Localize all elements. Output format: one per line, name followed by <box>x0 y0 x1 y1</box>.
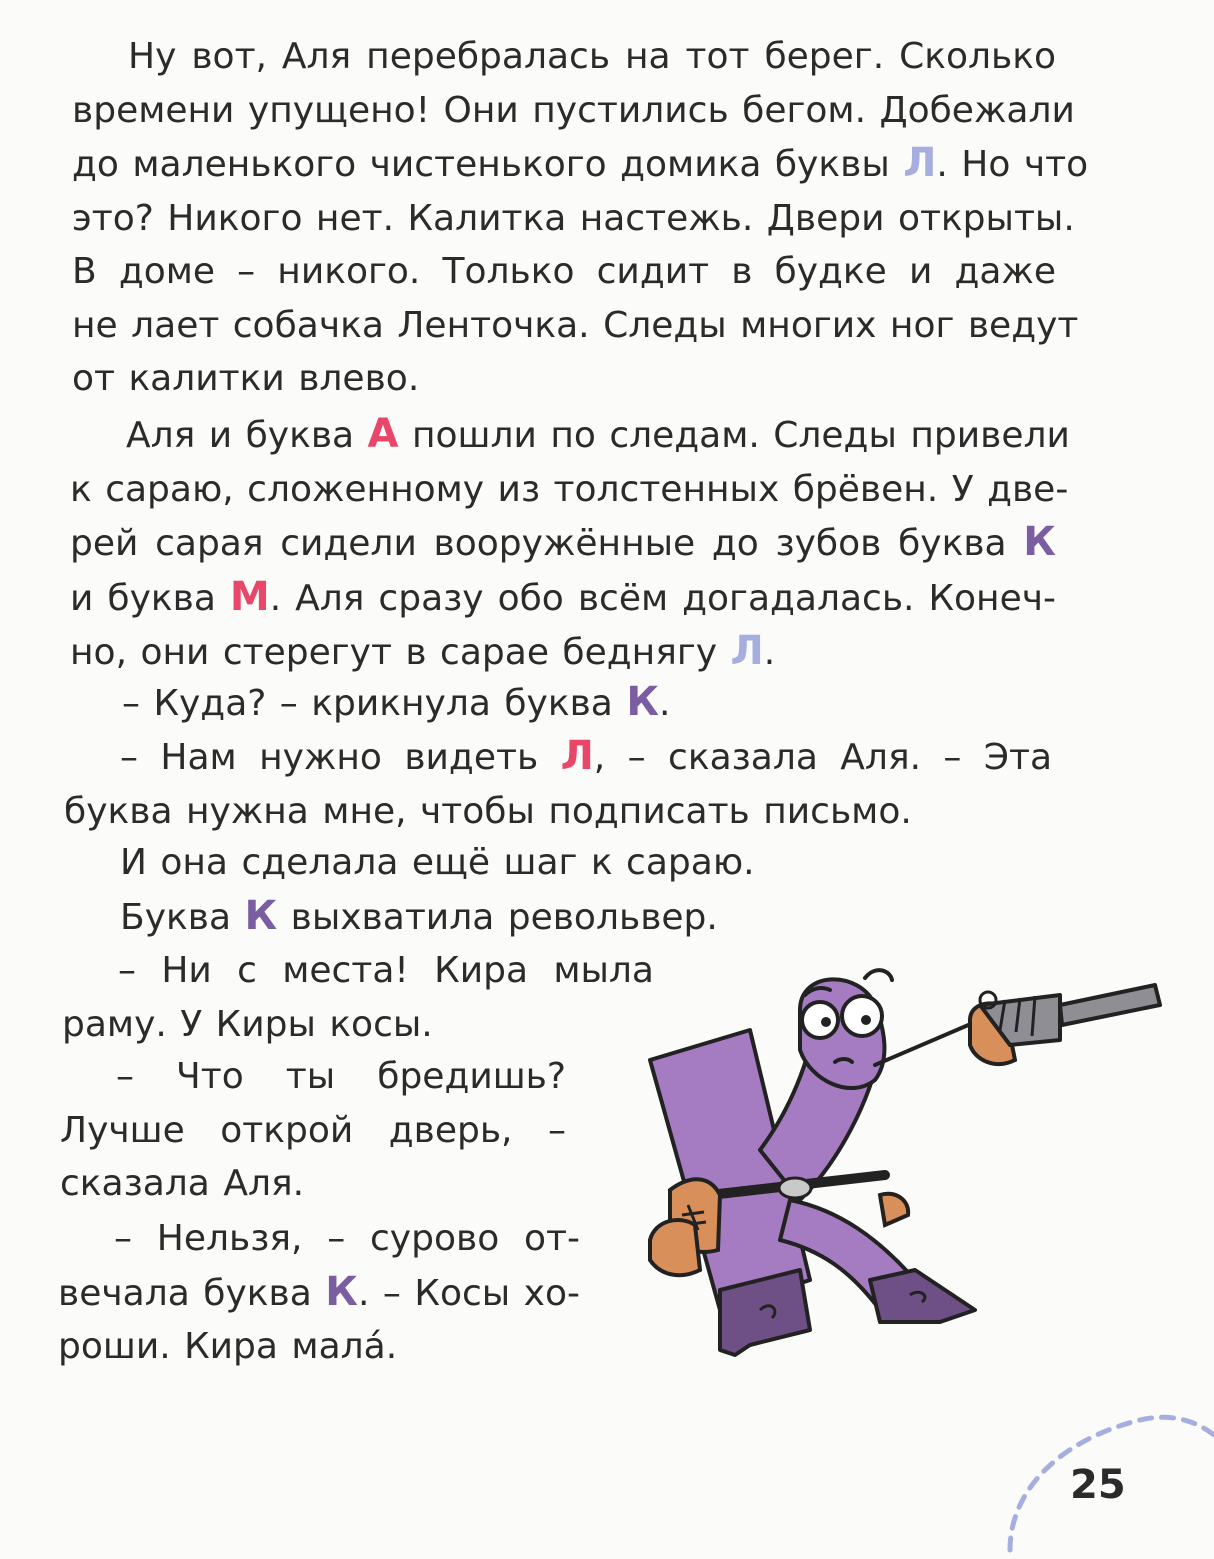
letter-k-cowboy-illustration <box>640 950 1180 1390</box>
paragraph-7 <box>62 944 654 1051</box>
paragraph-3 <box>66 676 1056 731</box>
text-line: вечала буква К. – Косы хо- <box>58 1268 580 1315</box>
letter-l-pink: Л <box>560 733 594 779</box>
text-line: до маленького чистенького домика буквы Л. Но что <box>72 140 1089 186</box>
text-line: И она сделала ещё шаг к сараю. <box>120 842 755 883</box>
text-line: В доме – никого. Только сидит в будке и даже <box>72 251 1056 292</box>
page-number: 25 <box>1070 1462 1126 1508</box>
text-line: роши. Кира мала́. <box>58 1326 398 1367</box>
text-line: не лает собачка Ленточка. Следы многих ног ведут <box>72 304 1079 346</box>
text-line: – Ни с места! Кира мыла <box>118 950 654 991</box>
text-line: Ну вот, Аля перебралась на тот берег. Сколько <box>128 36 1056 77</box>
text-line: к сараю, сложенному из толстенных брёвен. У две- <box>70 468 1069 510</box>
paragraph-2 <box>70 408 1070 680</box>
text-line: Аля и буква А пошли по следам. Следы привели <box>126 411 1070 457</box>
letter-l-blue: Л <box>903 140 937 186</box>
letter-k-purple: К <box>325 1268 358 1315</box>
text-line: – Нам нужно видеть Л, – сказала Аля. – Эта <box>120 733 1052 779</box>
text-line: но, они стерегут в сарае беднягу Л. <box>70 628 776 674</box>
text-line: от калитки влево. <box>72 358 420 399</box>
text-line: буква нужна мне, чтобы подписать письмо. <box>64 790 912 832</box>
text-line: – Нельзя, – сурово от- <box>114 1218 580 1259</box>
letter-k-purple: К <box>244 893 278 939</box>
text-line: это? Никого нет. Калитка настежь. Двери открыты. <box>72 197 1075 239</box>
letter-m-pink: М <box>229 573 270 620</box>
paragraph-8 <box>60 1050 566 1211</box>
paragraph-9 <box>58 1212 580 1374</box>
letter-l-blue: Л <box>730 628 764 674</box>
text-line: сказала Аля. <box>60 1163 305 1204</box>
text-line: – Что ты бредишь? <box>116 1056 566 1097</box>
paragraph-5 <box>64 836 964 890</box>
paragraph-1 <box>72 30 1089 406</box>
letter-k-purple: К <box>626 679 660 725</box>
text-line: Лучше открой дверь, – <box>60 1109 566 1151</box>
letter-a-pink: А <box>367 411 399 457</box>
text-line: времени упущено! Они пустились бегом. Добежали <box>72 89 1075 131</box>
letter-k-purple: К <box>1023 519 1056 565</box>
text-line: рей сарая сидели вооружённые до зубов буква К <box>70 519 1056 565</box>
paragraph-6 <box>64 890 964 945</box>
paragraph-4 <box>64 730 1052 838</box>
text-line: Буква К выхватила револьвер. <box>120 893 718 939</box>
text-line: раму. У Киры косы. <box>62 1003 433 1045</box>
text-line: – Куда? – крикнула буква К. <box>122 679 671 725</box>
text-line: и буква М. Аля сразу обо всём догадалась. Конеч- <box>70 573 1056 620</box>
